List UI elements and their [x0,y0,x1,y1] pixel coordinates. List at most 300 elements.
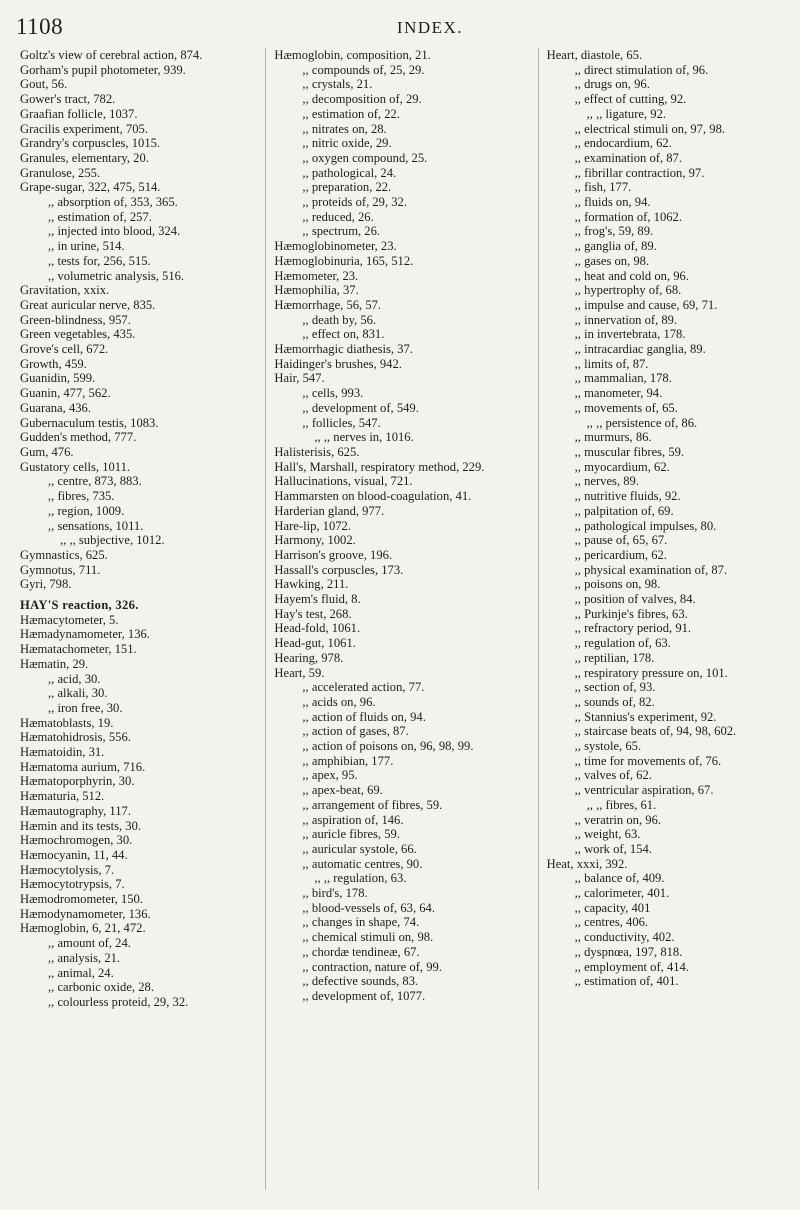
index-entry-text: Gower's tract, 782. [20,92,116,107]
index-entry [20,613,261,628]
index-entry-text: Hæmophilia, 37. [274,283,359,298]
index-columns [20,48,790,1190]
index-entry [20,371,261,386]
index-entry [547,166,790,181]
index-entry [274,313,533,328]
index-entry [547,548,790,563]
index-entry [547,739,790,754]
index-entry [274,636,533,651]
index-entry [547,342,790,357]
index-entry [20,877,261,892]
index-entry-text: ,, fibres, 735. [48,489,115,504]
index-entry-text: ,, mammalian, 178. [574,371,672,386]
index-entry [547,357,790,372]
index-entry-text: ,, follicles, 547. [302,415,381,430]
index-entry-text: ,, auricular systole, 66. [302,841,417,856]
index-entry [547,416,790,431]
index-entry [547,871,790,886]
index-entry-text: Hæmochromogen, 30. [20,833,133,848]
index-entry [547,783,790,798]
index-entry [20,474,261,489]
index-entry [274,607,533,622]
index-entry-text: ,, endocardium, 62. [574,136,672,151]
index-entry-text: Hæmoglobinometer, 23. [274,239,397,254]
index-entry [20,122,261,137]
index-entry [547,533,790,548]
index-entry-text: Hæmorrhage, 56, 57. [274,297,382,312]
index-entry-text: ,, valves of, 62. [574,768,652,783]
index-entry-text: ,, automatic centres, 90. [302,856,423,871]
index-entry-text: Hæmatin, 29. [20,656,89,671]
index-entry [274,254,533,269]
index-entry-text: ,, pericardium, 62. [574,547,667,562]
index-entry-text: Hæmocytotrypsis, 7. [20,877,125,892]
index-entry [274,63,533,78]
index-entry-text: Haidinger's brushes, 942. [274,356,402,371]
index-entry-text: ,, pathological impulses, 80. [574,518,717,533]
index-entry [547,195,790,210]
index-entry [274,710,533,725]
index-entry-text: ,, electrical stimuli on, 97, 98. [574,121,726,136]
index-entry [547,710,790,725]
index-entry-text: ,, intracardiac ganglia, 89. [574,342,706,357]
index-entry [547,607,790,622]
index-entry [274,857,533,872]
index-entry-text: ,, defective sounds, 83. [302,974,419,989]
index-entry [547,504,790,519]
index-entry [547,386,790,401]
index-entry [20,657,261,672]
index-entry-text: ,, veratrin on, 96. [574,812,662,827]
index-entry [547,754,790,769]
index-entry [274,430,533,445]
index-entry [20,789,261,804]
index-entry-text: ,, colourless proteid, 29, 32. [48,995,189,1009]
index-entry-text: ,, time for movements of, 76. [574,753,722,768]
index-entry [20,833,261,848]
index-entry [274,357,533,372]
index-entry-text: ,, amount of, 24. [48,936,131,951]
index-entry [274,974,533,989]
index-entry-text: ,, amphibian, 177. [302,753,394,768]
index-entry [20,92,261,107]
index-entry-text: ,, fish, 177. [574,180,632,195]
index-entry-text: ,, sounds of, 82. [574,694,655,709]
index-entry-text: ,, heat and cold on, 96. [574,268,689,283]
index-entry [274,107,533,122]
index-entry-text: ,, development of, 1077. [302,989,426,1003]
index-entry [20,445,261,460]
index-entry-text: ,, fluids on, 94. [574,195,651,210]
index-entry-text: Hæmatoporphyrin, 30. [20,774,135,789]
index-entry [274,474,533,489]
index-entry [274,827,533,842]
index-entry-text: ,, changes in shape, 74. [302,915,420,930]
index-entry-text: Hæmorrhagic diathesis, 37. [274,342,413,357]
index-entry-text: ,, ,, ligature, 92. [586,106,667,121]
index-entry [547,798,790,813]
index-entry [547,327,790,342]
index-entry-text: Granulose, 255. [20,165,101,180]
index-entry-text: ,, innervation of, 89. [574,312,678,327]
index-entry [274,504,533,519]
index-entry-text: ,, direct stimulation of, 96. [574,62,709,77]
index-entry-text: Harderian gland, 977. [274,503,385,518]
index-entry-text: Hæmocytolysis, 7. [20,862,115,877]
index-entry-text: ,, accelerated action, 77. [302,680,425,695]
index-entry [547,489,790,504]
index-entry [20,195,261,210]
index-entry-text: ,, fibrillar contraction, 97. [574,165,705,180]
index-entry-text: ,, chemical stimuli on, 98. [302,930,434,945]
index-entry [547,269,790,284]
index-entry-text: Gracilis experiment, 705. [20,121,148,136]
index-entry [274,754,533,769]
index-entry [547,666,790,681]
index-entry-text: ,, action of poisons on, 96, 98, 99. [302,739,474,754]
index-entry-text: ,, Stannius's experiment, 92. [574,709,717,724]
index-entry-text: ,, oxygen compound, 25. [302,150,428,165]
index-entry [20,951,261,966]
index-entry [547,886,790,901]
index-entry [274,577,533,592]
index-entry-text: Graafian follicle, 1037. [20,106,138,121]
index-entry-text: ,, nitrates on, 28. [302,121,387,136]
index-entry [20,980,261,995]
index-entry [20,416,261,431]
index-entry-text: ,, ,, persistence of, 86. [586,415,698,430]
index-entry-text: Hæmatoma aurium, 716. [20,759,146,774]
index-entry [274,739,533,754]
index-entry [547,842,790,857]
index-entry-text: ,, physical examination of, 87. [574,562,728,577]
index-entry-text: ,, reduced, 26. [302,209,374,224]
index-entry-text: Green-blindness, 957. [20,312,131,327]
index-entry [20,48,261,63]
index-entry [274,960,533,975]
index-entry-text: ,, acid, 30. [48,671,101,686]
index-entry [547,813,790,828]
index-entry [274,871,533,886]
index-entry [20,151,261,166]
index-entry-text: ,, estimation of, 22. [302,106,400,121]
index-entry [547,563,790,578]
index-entry [274,533,533,548]
index-entry [274,915,533,930]
index-entry [20,921,261,936]
index-entry-text: Heart, 59. [274,665,325,680]
index-entry-text: ,, spectrum, 26. [302,224,381,239]
index-entry [547,724,790,739]
index-entry [274,48,533,63]
index-entry-text: ,, absorption of, 353, 365. [48,195,178,210]
index-entry [547,63,790,78]
index-entry-text: Hawking, 211. [274,577,349,592]
index-entry [547,239,790,254]
index-entry-text: ,, effect on, 831. [302,327,385,342]
index-entry [547,298,790,313]
index-entry [274,798,533,813]
index-entry-text: ,, preparation, 22. [302,180,392,195]
index-entry [547,122,790,137]
index-entry [20,966,261,981]
index-entry-text: ,, action of fluids on, 94. [302,709,426,724]
index-entry [547,651,790,666]
index-entry [20,745,261,760]
index-column-3 [538,48,790,1190]
index-entry [20,313,261,328]
index-entry [274,489,533,504]
index-entry-text: Gymnotus, 711. [20,562,101,577]
index-entry [20,563,261,578]
index-entry-text: ,, nitric oxide, 29. [302,136,392,151]
index-entry [547,180,790,195]
index-entry-text: Guanidin, 599. [20,371,96,386]
index-entry [20,995,261,1010]
index-entry-text: Head-gut, 1061. [274,636,356,651]
index-entry-text: Growth, 459. [20,356,87,371]
index-entry [274,445,533,460]
index-entry-text: Hair, 547. [274,371,325,386]
index-entry-text: ,, calorimeter, 401. [574,886,670,901]
index-entry [547,313,790,328]
index-entry [20,63,261,78]
index-entry-text: ,, ,, nerves in, 1016. [314,430,414,445]
index-entry-text: Hæmadynamometer, 136. [20,627,150,642]
index-entry-text: Goltz's view of cerebral action, 874. [20,48,203,62]
index-entry [547,92,790,107]
index-entry [547,460,790,475]
index-entry-text: ,, impulse and cause, 69, 71. [574,297,718,312]
index-entry-text: ,, dyspnœa, 197, 818. [574,944,683,959]
index-entry-text: Head-fold, 1061. [274,621,361,636]
index-entry-text: Guanin, 477, 562. [20,386,111,401]
index-entry [20,298,261,313]
index-entry [20,386,261,401]
index-entry-text: ,, regulation of, 63. [574,636,671,651]
index-entry [547,768,790,783]
index-entry-text: ,, cells, 993. [302,386,364,401]
index-entry-text: ,, manometer, 94. [574,386,663,401]
index-entry-text: ,, centres, 406. [574,915,649,930]
index-entry-text: ,, weight, 63. [574,827,641,842]
index-column-2 [265,48,537,1190]
index-entry [274,239,533,254]
index-entry [20,672,261,687]
index-entry [274,342,533,357]
index-entry [20,642,261,657]
index-entry-text: ,, staircase beats of, 94, 98, 602. [574,724,737,739]
index-entry [274,386,533,401]
index-entry-text: ,, arrangement of fibres, 59. [302,797,443,812]
index-entry-text: ,, Purkinje's fibres, 63. [574,606,688,621]
index-entry [274,901,533,916]
index-entry-text: ,, formation of, 1062. [574,209,683,224]
index-entry [547,577,790,592]
index-column-1 [20,48,265,1190]
index-entry-text: ,, drugs on, 96. [574,77,650,92]
page-title: INDEX. [396,18,464,37]
index-entry-text: ,, examination of, 87. [574,150,682,165]
index-entry-text: ,, estimation of, 257. [48,209,152,224]
index-entry-text: ,, sensations, 1011. [48,518,144,533]
index-entry [547,430,790,445]
index-entry [274,989,533,1004]
index-entry [547,254,790,269]
index-entry [20,577,261,592]
index-entry-text: Hammarsten on blood-coagulation, 41. [274,489,472,504]
index-entry-text: Grandry's corpuscles, 1015. [20,136,161,151]
index-entry-text: ,, acids on, 96. [302,694,376,709]
index-entry [547,151,790,166]
index-entry-text: ,, effect of cutting, 92. [574,92,687,107]
index-entry-text: Gudden's method, 777. [20,430,137,445]
index-entry [274,210,533,225]
index-entry [20,224,261,239]
index-entry-text: ,, limits of, 87. [574,356,649,371]
index-entry [547,915,790,930]
index-entry-text: ,, balance of, 409. [574,871,665,886]
index-entry-text: ,, estimation of, 401. [574,974,679,989]
index-entry [274,842,533,857]
index-entry [274,401,533,416]
index-entry-text: ,, bird's, 178. [302,886,368,901]
index-entry [20,401,261,416]
index-entry-text: Gout, 56. [20,77,68,92]
index-entry [20,936,261,951]
index-entry-text: ,, iron free, 30. [48,700,123,715]
index-entry-text: ,, carbonic oxide, 28. [48,980,154,995]
index-entry-text: ,, analysis, 21. [48,950,121,965]
index-entry [547,621,790,636]
index-entry-text: Hæmatoblasts, 19. [20,715,114,730]
index-entry-text: ,, conductivity, 402. [574,930,675,945]
index-entry-text: Hæmoglobin, composition, 21. [274,48,431,62]
index-entry [20,460,261,475]
index-entry-text: ,, in urine, 514. [48,239,125,254]
index-entry-text: ,, capacity, 401 [574,900,651,915]
index-entry-text: Hæmodynamometer, 136. [20,906,151,921]
index-entry [20,848,261,863]
index-entry [274,930,533,945]
index-entry [274,768,533,783]
index-entry [547,695,790,710]
index-entry [20,327,261,342]
index-entry-text: ,, pathological, 24. [302,165,397,180]
index-entry-text: ,, ,, regulation, 63. [314,871,407,886]
index-entry-text: ,, ,, fibres, 61. [586,797,657,812]
index-entry [274,680,533,695]
index-entry-text: ,, development of, 549. [302,400,419,415]
index-entry-text: Granules, elementary, 20. [20,150,149,165]
index-entry [274,195,533,210]
index-entry-text: Hassall's corpuscles, 173. [274,562,404,577]
index-entry-text: Hæmautography, 117. [20,803,131,818]
index-entry-text: ,, pause of, 65, 67. [574,533,668,548]
index-entry-text: Harmony, 1002. [274,533,356,548]
index-entry [274,269,533,284]
index-entry [547,401,790,416]
index-entry [20,686,261,701]
index-entry [547,857,790,872]
index-entry [274,224,533,239]
index-entry [274,298,533,313]
index-entry-text: Great auricular nerve, 835. [20,297,156,312]
index-entry [547,283,790,298]
index-entry [274,151,533,166]
index-entry-text: ,, in invertebrata, 178. [574,327,686,342]
index-entry [274,166,533,181]
index-entry-text: Hæmodromometer, 150. [20,892,143,907]
index-entry-text: ,, murmurs, 86. [574,430,652,445]
index-entry [547,474,790,489]
index-entry [20,804,261,819]
index-entry-text: ,, movements of, 65. [574,400,678,415]
index-entry [274,724,533,739]
index-entry [274,327,533,342]
index-entry-text: Hæmacytometer, 5. [20,612,119,627]
index-entry-text: Hæmaturia, 512. [20,789,105,804]
index-entry-text: ,, blood-vessels of, 63, 64. [302,900,435,915]
index-entry [20,210,261,225]
index-entry-text: Heat, xxxi, 392. [546,856,628,871]
index-entry [20,907,261,922]
index-entry-text: Hay's test, 268. [274,606,352,621]
index-entry-text: Gorham's pupil photometer, 939. [20,62,186,77]
index-entry-text: ,, refractory period, 91. [574,621,692,636]
index-entry [274,122,533,137]
index-entry-text: Hæmatoidin, 31. [20,745,105,760]
index-entry-text: Hæmoglobin, 6, 21, 472. [20,921,146,936]
index-entry [20,760,261,775]
index-entry-text: Hallucinations, visual, 721. [274,474,413,489]
index-entry [274,592,533,607]
index-entry-text: ,, chordæ tendineæ, 67. [302,944,420,959]
index-entry-text: ,, death by, 56. [302,312,377,327]
index-entry [547,827,790,842]
index-entry [20,504,261,519]
index-entry-text: Heart, diastole, 65. [546,48,643,62]
index-entry [547,210,790,225]
index-entry [20,598,261,613]
index-entry [274,519,533,534]
index-entry-text: Gubernaculum testis, 1083. [20,415,159,430]
index-entry-text: Hæmocyanin, 11, 44. [20,847,128,862]
page-number: 1108 [16,14,64,39]
index-entry [274,77,533,92]
index-entry-text: ,, compounds of, 25, 29. [302,62,425,77]
index-entry [274,666,533,681]
index-entry-text: ,, section of, 93. [574,680,656,695]
index-entry-text: ,, ventricular aspiration, 67. [574,783,714,798]
index-entry-text: Guarana, 436. [20,400,91,415]
index-entry-text: ,, auricle fibres, 59. [302,827,400,842]
index-entry-text: ,, palpitation of, 69. [574,503,674,518]
index-entry [20,627,261,642]
index-entry [20,730,261,745]
index-entry [274,460,533,475]
index-entry [20,136,261,151]
index-entry-text: ,, apex, 95. [302,768,358,783]
index-entry [274,180,533,195]
index-entry [20,107,261,122]
index-entry [20,548,261,563]
index-entry [274,621,533,636]
index-entry-text: ,, work of, 154. [574,841,652,856]
index-entry-text: Hall's, Marshall, respiratory method, 229. [274,459,485,474]
index-entry [547,224,790,239]
index-entry [547,974,790,989]
